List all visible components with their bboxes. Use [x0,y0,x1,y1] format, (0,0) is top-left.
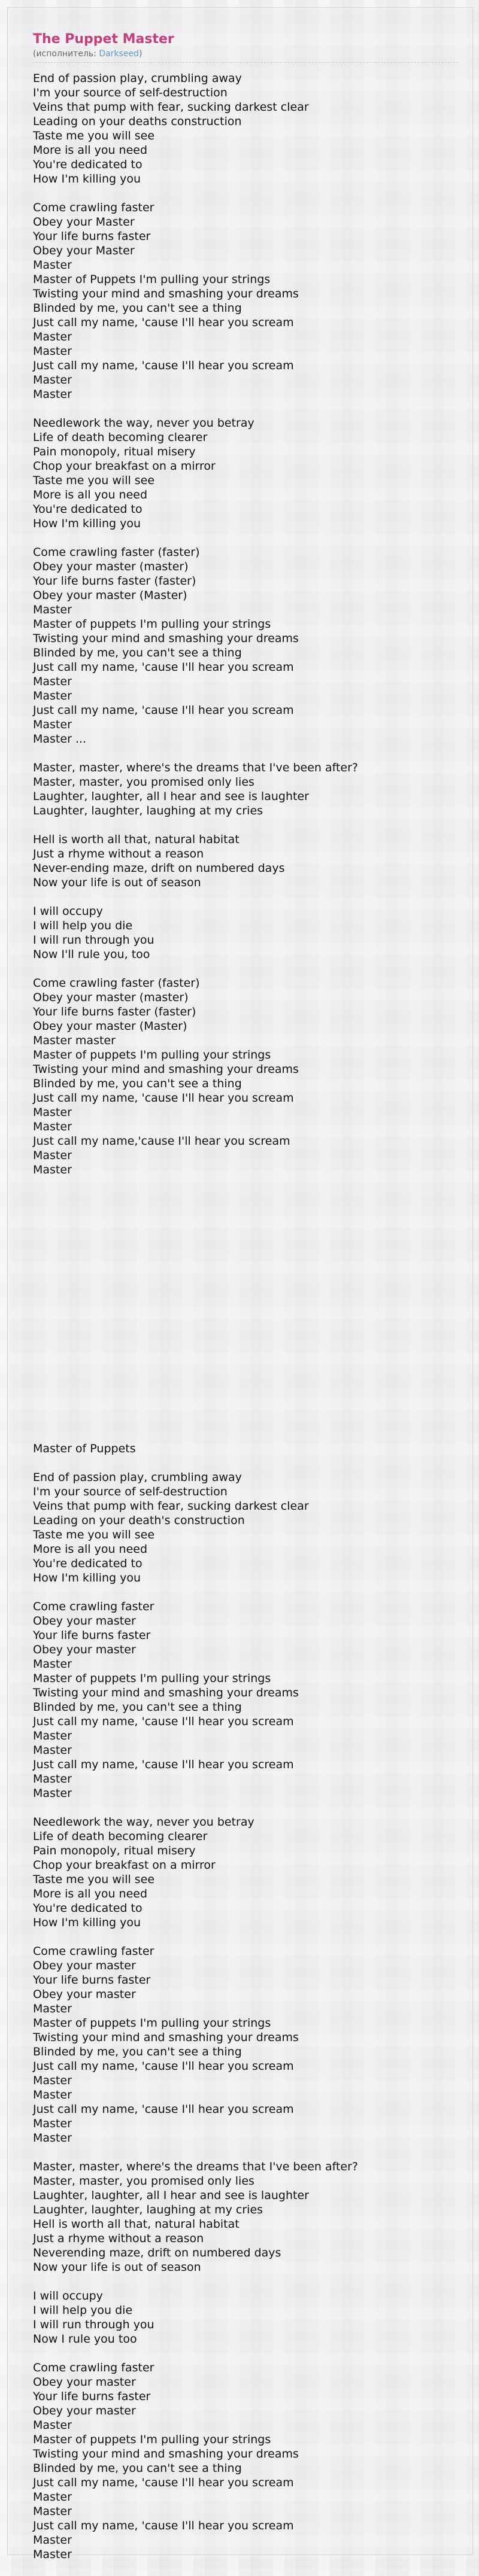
lyric-line: Taste me you will see [33,1873,155,1886]
lyric-line: Your life burns faster [33,230,151,243]
lyric-line: Master [33,689,72,702]
lyric-line: Come crawling faster [33,1600,154,1613]
lyric-line: I will help you die [33,919,133,932]
lyric-line: I will run through you [33,933,154,947]
lyric-line: Come crawling faster (faster) [33,546,200,559]
lyric-line: Twisting your mind and smashing your dreams [33,1063,299,1076]
lyric-line: You're dedicated to [33,158,143,171]
lyric-line: Twisting your mind and smashing your dreams [33,287,299,300]
lyric-line: Obey your master [33,1988,136,2001]
lyrics-stanza [33,1599,458,1801]
lyrics-body [33,71,458,2562]
lyric-line: Blinded by me, you can't see a thing [33,302,242,315]
lyric-line: Just call my name, 'cause I'll hear you scream [33,2060,294,2073]
lyric-line: Neverending maze, drift on numbered days [33,2246,281,2259]
lyric-line: Obey your master (Master) [33,1020,187,1033]
lyric-line: Laughter, laughter, all I hear and see is laughter [33,790,309,803]
lyric-line: How I'm killing you [33,517,141,530]
lyric-line: Laughter, laughter, all I hear and see is laughter [33,2189,309,2202]
lyric-line: Master [33,1744,72,1757]
lyric-line: Twisting your mind and smashing your dreams [33,2447,299,2461]
lyric-line: Master [33,1120,72,1133]
lyric-line: Master [33,388,72,401]
lyric-line: Your life burns faster [33,1629,151,1642]
lyric-line: Master, master, you promised only lies [33,775,254,789]
lyric-line: Come crawling faster [33,1945,154,1958]
lyric-line: Master [33,345,72,358]
lyric-line: I will occupy [33,2289,103,2303]
lyric-line: Master [33,1729,72,1742]
artist-prefix: (исполнитель: [33,49,99,59]
lyric-line: Veins that pump with fear, sucking darkest clear [33,1500,309,1513]
lyrics-stanza [33,1441,458,1456]
lyric-line: Your life burns faster [33,1973,151,1987]
lyrics-stanza [33,832,458,890]
lyric-line: I will occupy [33,905,103,918]
lyric-line: Obey your master [33,1614,136,1628]
lyric-line: Master [33,1106,72,1119]
lyric-line: I will help you die [33,2304,133,2317]
lyric-line: Master, master, you promised only lies [33,2174,254,2188]
lyric-line: Needlework the way, never you betray [33,416,254,430]
lyric-line: Obey your master (master) [33,991,189,1004]
lyric-line: Master [33,1163,72,1176]
lyric-line: Blinded by me, you can't see a thing [33,1701,242,1714]
lyric-line: Leading on your death's construction [33,1514,245,1527]
artist-link[interactable]: Darkseed [99,49,139,59]
lyric-line: Life of death becoming clearer [33,1830,208,1843]
lyric-line: Pain monopoly, ritual misery [33,445,196,458]
lyric-line: Now your life is out of season [33,2261,201,2274]
lyric-line: Master [33,2117,72,2130]
lyric-line: Master ... [33,732,87,746]
lyric-line: Now your life is out of season [33,876,201,889]
lyric-line: Master [33,2534,72,2547]
lyrics-stanza [33,1944,458,2145]
lyric-line: Just call my name, 'cause I'll hear you scream [33,2103,294,2116]
lyric-line: Leading on your deaths construction [33,115,242,128]
lyric-line: Obey your master (master) [33,560,189,573]
lyrics-stanza [33,2160,458,2274]
lyric-line: Just call my name, 'cause I'll hear you scream [33,316,294,329]
lyric-line: Master [33,2419,72,2432]
lyric-line: Life of death becoming clearer [33,431,208,444]
lyric-line: You're dedicated to [33,1902,143,1915]
lyric-line: Pain monopoly, ritual misery [33,1844,196,1857]
lyric-line: Master of puppets I'm pulling your strings [33,1048,271,1062]
lyrics-stanza [33,1815,458,1930]
lyric-line: Just a rhyme without a reason [33,847,204,860]
lyric-line: Master [33,2131,72,2145]
lyric-line: Master, master, where's the dreams that I've been after? [33,761,358,774]
lyric-line: Never-ending maze, drift on numbered days [33,862,285,875]
lyric-line: How I'm killing you [33,1916,141,1929]
song-title: The Puppet Master [33,32,174,47]
lyric-line: Just call my name, 'cause I'll hear you scream [33,704,294,717]
lyrics-stanza [33,545,458,746]
lyric-line: Master [33,2002,72,2015]
lyric-line: I'm your source of self-destruction [33,1485,228,1498]
lyric-line: Your life burns faster [33,2390,151,2403]
lyrics-stanza [33,2289,458,2346]
lyric-line: I'm your source of self-destruction [33,86,228,99]
lyric-line: Chop your breakfast on a mirror [33,1859,216,1872]
lyrics-page [33,32,458,2576]
lyric-line: Master [33,1772,72,1786]
lyric-line: Now I rule you too [33,2332,137,2346]
lyric-line: Laughter, laughter, laughing at my cries [33,2203,263,2216]
lyric-line: Master of Puppets [33,1442,136,1455]
lyric-line: Just call my name, 'cause I'll hear you scream [33,661,294,674]
lyric-line: Just call my name, 'cause I'll hear you scream [33,2476,294,2489]
lyric-line: Master [33,1149,72,1162]
lyric-line: Twisting your mind and smashing your dreams [33,2031,299,2044]
lyric-line: End of passion play, crumbling away [33,72,242,85]
lyric-line: Blinded by me, you can't see a thing [33,2462,242,2475]
lyric-line: Taste me you will see [33,1528,155,1541]
lyric-line: Master of puppets I'm pulling your strings [33,2017,271,2030]
lyric-line: Your life burns faster (faster) [33,1005,196,1018]
lyric-line: Just call my name, 'cause I'll hear you scream [33,1091,294,1105]
lyric-line: Just call my name, 'cause I'll hear you scream [33,359,294,372]
artist-suffix: ) [138,49,143,59]
lyric-line: Come crawling faster (faster) [33,977,200,990]
lyric-line: Master [33,603,72,616]
lyric-line: Chop your breakfast on a mirror [33,460,216,473]
lyric-line: Taste me you will see [33,129,155,142]
lyric-line: Master [33,373,72,387]
lyric-line: Obey your Master [33,215,135,229]
lyric-line: Master of puppets I'm pulling your strings [33,2433,271,2446]
lyric-line: Master [33,675,72,688]
lyric-line: Hell is worth all that, natural habitat [33,833,240,846]
lyric-line: Master of puppets I'm pulling your strings [33,1672,271,1685]
page-frame [7,7,473,2561]
lyric-line: Just call my name,'cause I'll hear you scream [33,1135,290,1148]
lyric-line: Master of Puppets I'm pulling your strings [33,273,271,286]
lyric-line: Master [33,258,72,272]
lyric-line: Come crawling faster [33,2361,154,2374]
lyric-line: Master [33,330,72,343]
lyric-line: Blinded by me, you can't see a thing [33,1077,242,1090]
lyric-line: Veins that pump with fear, sucking darkest clear [33,101,309,114]
lyric-line: Your life burns faster (faster) [33,574,196,588]
lyrics-stanza [33,1470,458,1585]
lyric-line: Master [33,2548,72,2561]
lyric-line: How I'm killing you [33,1571,141,1584]
lyric-line: Just a rhyme without a reason [33,2232,204,2245]
lyric-line: Master [33,2490,72,2504]
lyric-line: More is all you need [33,488,148,501]
lyric-line: Just call my name, 'cause I'll hear you scream [33,1758,294,1771]
lyric-line: Twisting your mind and smashing your dreams [33,1686,299,1699]
lyric-line: Just call my name, 'cause I'll hear you scream [33,1715,294,1728]
lyric-line: Master master [33,1034,116,1047]
lyric-line: Master [33,2074,72,2087]
lyric-line: Master [33,1657,72,1671]
lyric-line: Master of puppets I'm pulling your strings [33,618,271,631]
lyrics-stanza [33,200,458,402]
lyric-line: Master [33,2088,72,2101]
lyric-line: More is all you need [33,1543,148,1556]
lyric-line: More is all you need [33,1887,148,1900]
artist-line [33,48,458,63]
lyric-line: Laughter, laughter, laughing at my cries [33,804,263,817]
lyric-line: Needlework the way, never you betray [33,1815,254,1829]
lyrics-part-1 [33,71,458,1177]
lyrics-stanza [33,904,458,962]
lyric-line: You're dedicated to [33,503,143,516]
lyrics-stanza [33,416,458,531]
lyric-line: Obey your master [33,1643,136,1656]
lyric-line: Master [33,718,72,731]
lyrics-stanza [33,2361,458,2562]
blank-gap [33,1191,458,1441]
lyric-line: Just call my name, 'cause I'll hear you scream [33,2519,294,2532]
lyric-line: Blinded by me, you can't see a thing [33,2045,242,2058]
lyric-line: Now I'll rule you, too [33,948,150,961]
lyric-line: Twisting your mind and smashing your dreams [33,632,299,645]
lyric-line: End of passion play, crumbling away [33,1471,242,1484]
lyric-line: Obey your master [33,2404,136,2417]
lyric-line: Master [33,2505,72,2518]
lyric-line: Hell is worth all that, natural habitat [33,2218,240,2231]
lyric-line: Obey your master [33,1959,136,1972]
lyric-line: How I'm killing you [33,172,141,185]
lyric-line: Obey your Master [33,244,135,257]
lyric-line: Master, master, where's the dreams that I've been after? [33,2160,358,2173]
lyric-line: You're dedicated to [33,1557,143,1570]
lyric-line: Master [33,1787,72,1800]
lyric-line: Come crawling faster [33,201,154,214]
lyric-line: I will run through you [33,2318,154,2331]
lyrics-part-2 [33,1441,458,2562]
lyrics-stanza [33,761,458,818]
lyric-line: Obey your master [33,2376,136,2389]
lyric-line: More is all you need [33,144,148,157]
lyrics-stanza [33,976,458,1177]
lyrics-stanza [33,71,458,186]
lyric-line: Obey your master (Master) [33,589,187,602]
lyric-line: Taste me you will see [33,474,155,487]
lyric-line: Blinded by me, you can't see a thing [33,646,242,659]
